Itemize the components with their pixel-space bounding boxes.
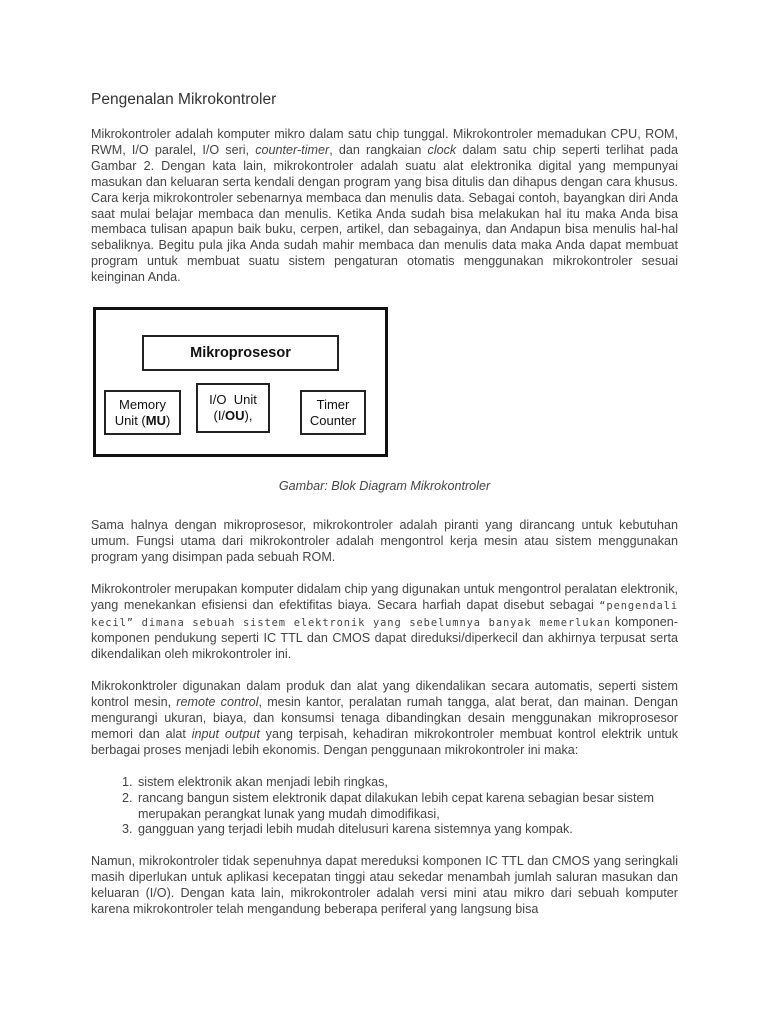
diagram-box-io-unit: I/O Unit (I/OU),: [196, 383, 270, 433]
list-item: 2. rancang bangun sistem elektronik dapat dilakukan lebih cepat karena sebagian besar sistem merupakan perangkat lunak yang mudah dimodifikasi,: [136, 791, 678, 823]
block-diagram: [93, 307, 388, 457]
page-title: Pengenalan Mikrokontroler: [91, 91, 277, 108]
paragraph-4: Mikrokonktroler digunakan dalam produk dan alat yang dikendalikan secara automatis, seperti sistem kontrol mesin, remote control, mesin kantor, peralatan rumah tangga, alat berat, dan mainan. Dengan mengurangi ukuran, biaya, dan konsumsi tenaga dibandingkan desain menggunakan mikroprosesor memori dan alat input output yang terpisah, kehadiran mikrokontroler membuat kontrol elektrik untuk berbagai proses menjadi lebih ekonomis. Dengan penggunaan mikrokontroler ini maka:: [91, 679, 679, 757]
document-body: [91, 90, 678, 918]
list-item: 1. sistem elektronik akan menjadi lebih ringkas,: [136, 775, 678, 791]
diagram-box-mikroprosesor: Mikroprosesor: [142, 335, 339, 371]
paragraph-2: Sama halnya dengan mikroprosesor, mikrokontroler adalah piranti yang dirancang untuk kebutuhan umum. Fungsi utama dari mikrokontroler adalah mengontrol kerja mesin atau sistem menggunakan program yang disimpan pada sebuah ROM.: [91, 517, 678, 564]
figure-caption: Gambar: Blok Diagram Mikrokontroler: [278, 479, 491, 494]
benefit-list: [91, 775, 678, 839]
paragraph-intro: Mikrokontroler adalah komputer mikro dalam satu chip tunggal. Mikrokontroler memadukan CPU, ROM, RWM, I/O paralel, I/O seri, counter-timer, dan rangkaian clock dalam satu chip seperti terlihat pada Gambar 2. Dengan kata lain, mikrokontroler adalah suatu alat elektronika digital yang mempunyai masukan dan keluaran serta kendali dengan program yang bisa ditulis dan dihapus dengan cara khusus. Cara kerja mikrokontroler sebenarnya membaca dan menulis data. Sebagai contoh, bayangkan diri Anda saat mulai belajar membaca dan menulis. Ketika Anda sudah bisa melakukan hal itu maka Anda bisa membaca tulisan apapun baik buku, cerpen, artikel, dan sebagainya, dan Andapun bisa menulis hal-hal sebaliknya. Begitu pula jika Anda sudah mahir membaca dan menulis data maka Anda dapat membuat program untuk membuat suatu sistem pengaturan otomatis menggunakan mikrokontroler sesuai keinginan Anda.: [91, 127, 678, 285]
list-item: 3. gangguan yang terjadi lebih mudah ditelusuri karena sistemnya yang kompak.: [136, 822, 678, 838]
diagram-box-timer-counter: Timer Counter: [300, 390, 366, 435]
paragraph-5: Namun, mikrokontroler tidak sepenuhnya dapat mereduksi komponen IC TTL dan CMOS yang seringkali masih diperlukan untuk aplikasi kecepatan tinggi atau sekedar menambah jumlah saluran masukan dan keluaran (I/O). Dengan kata lain, mikrokontroler adalah versi mini atau mikro dari sebuah komputer karena mikrokontroler telah mengandung beberapa periferal yang langsung bisa: [91, 854, 678, 917]
diagram-box-memory-unit: Memory Unit (MU): [104, 390, 181, 435]
paragraph-3: Mikrokontroler merupakan komputer didalam chip yang digunakan untuk mengontrol peralatan elektronik, yang menekankan efisiensi dan efektifitas biaya. Secara harfiah dapat disebut sebagai “pengendali kecil” dimana sebuah sistem elektronik yang sebelumnya banyak memerlukan komponen-komponen pendukung seperti IC TTL dan CMOS dapat direduksi/diperkecil dan akhirnya terpusat serta dikendalikan oleh mikrokontroler ini.: [91, 581, 678, 662]
